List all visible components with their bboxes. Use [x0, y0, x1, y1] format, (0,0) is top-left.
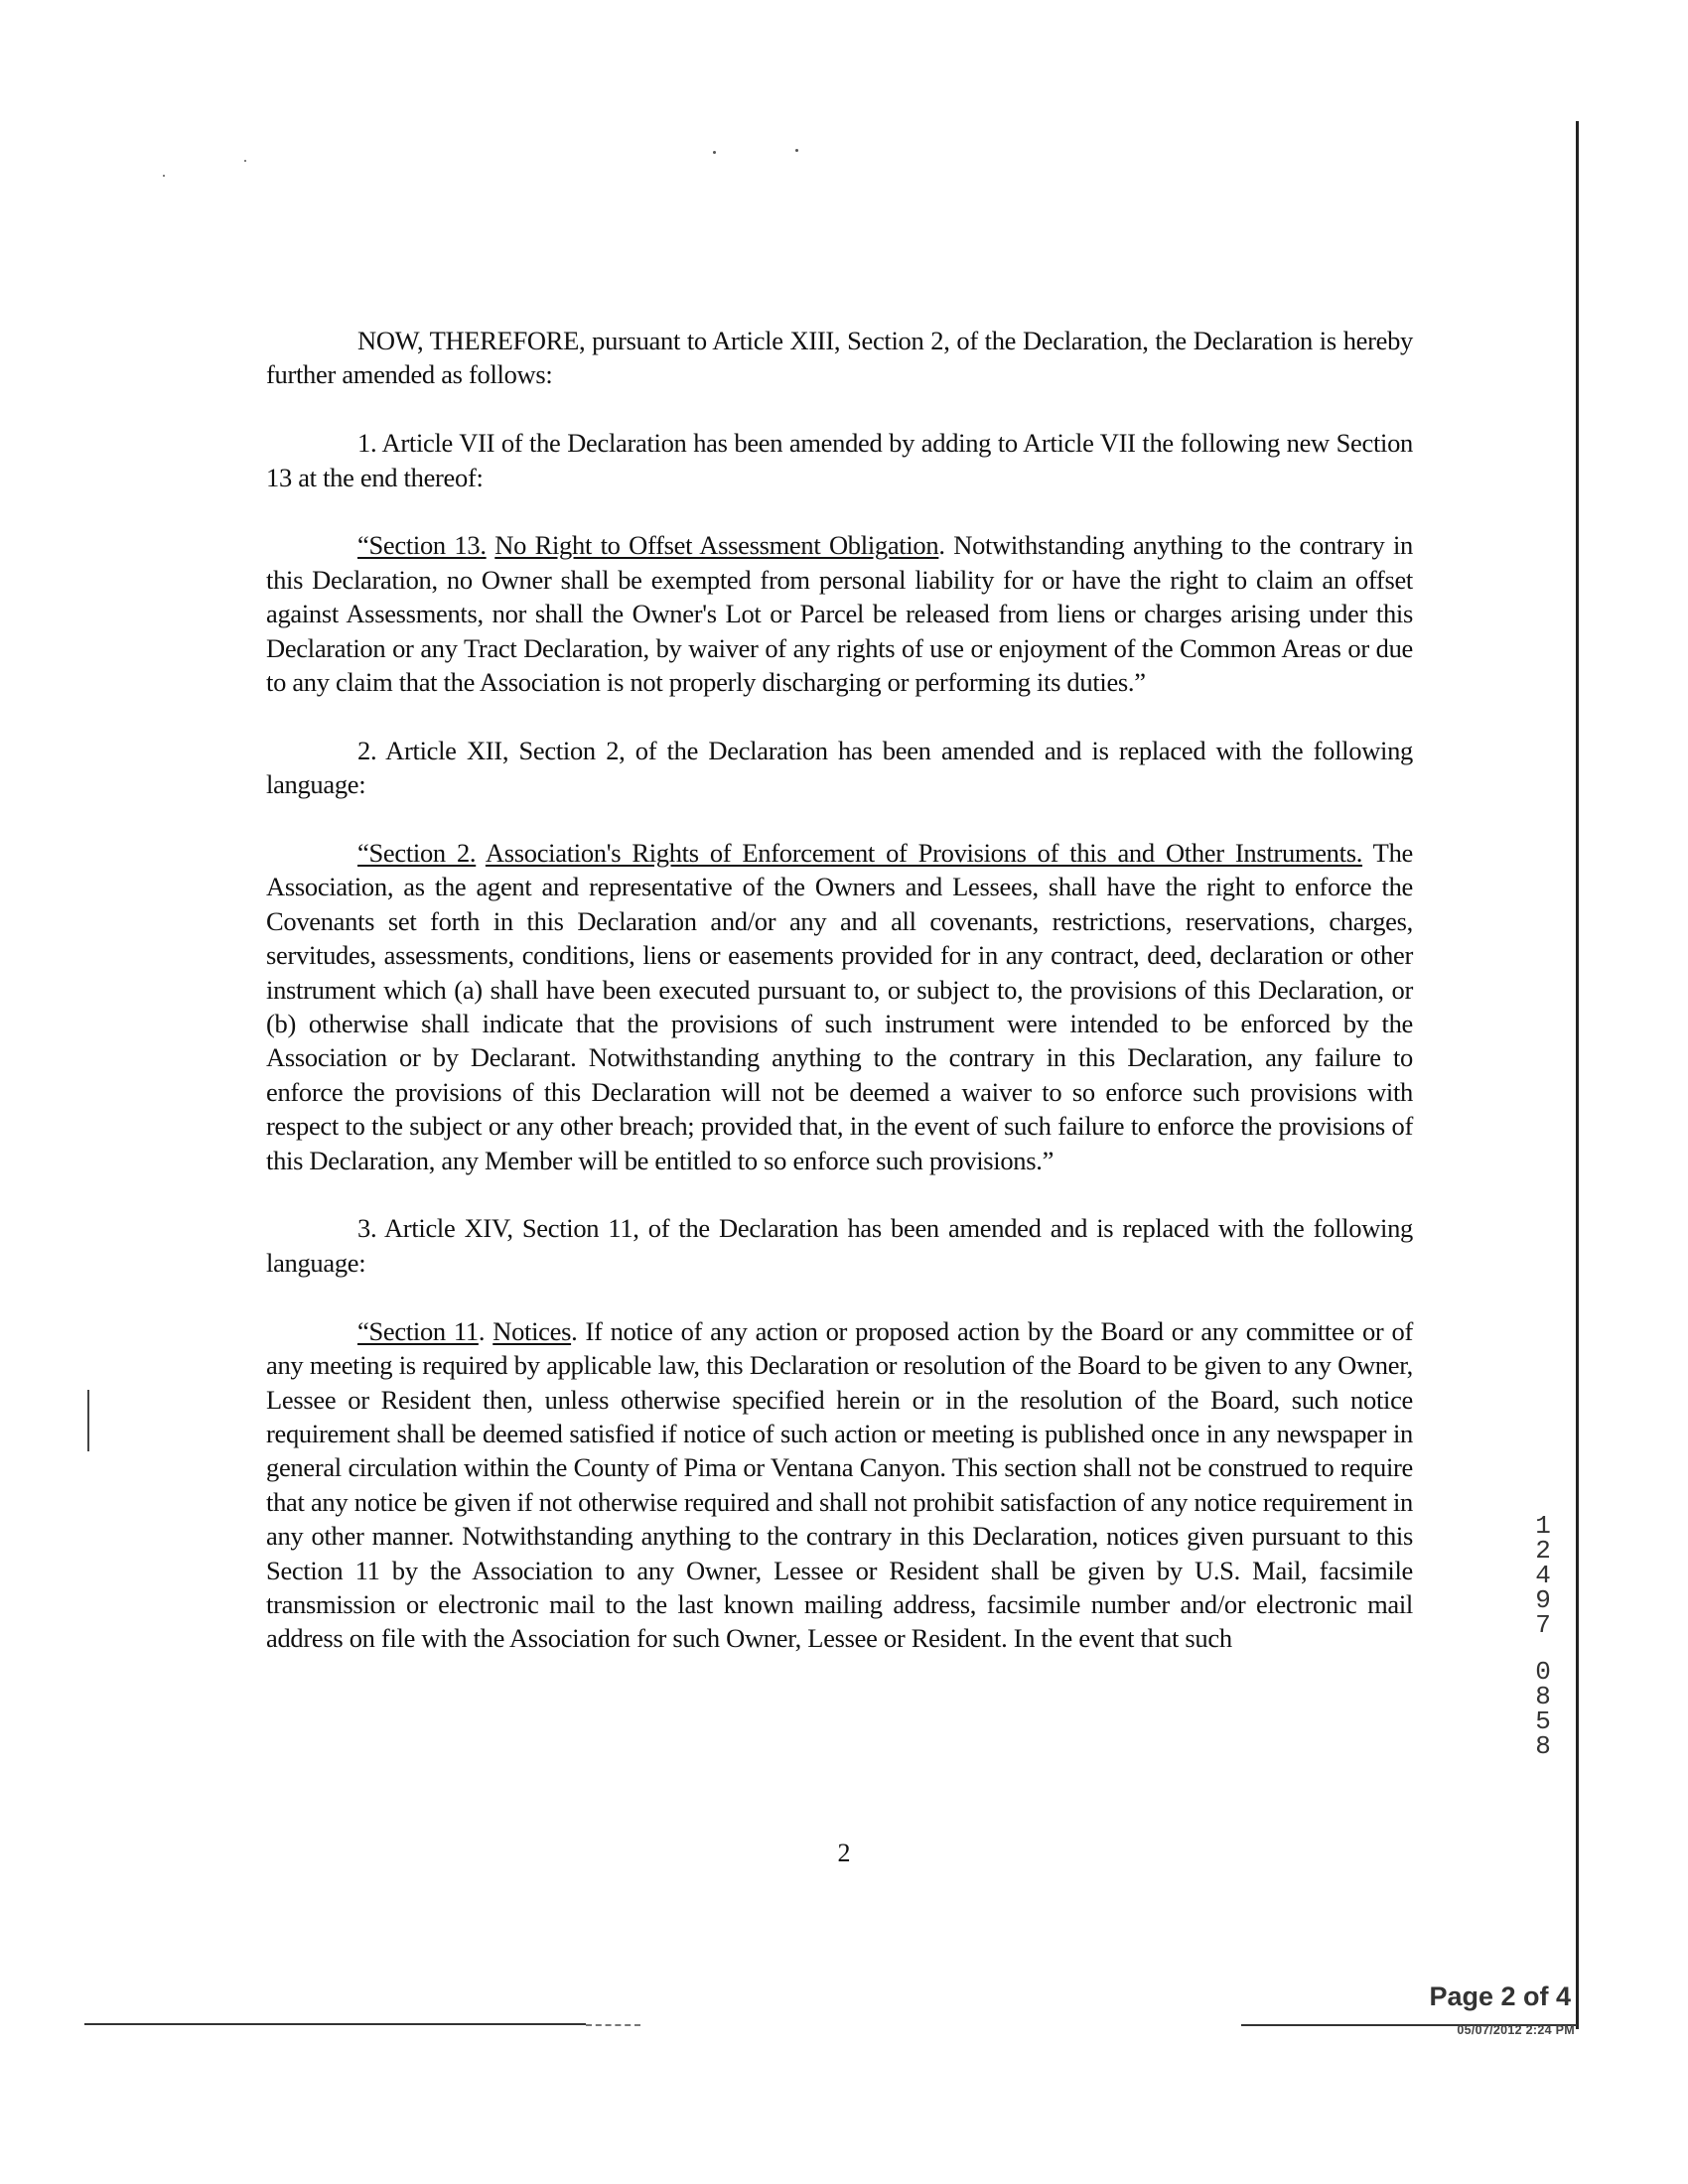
recording-number-stamp [1529, 1511, 1557, 1761]
footer-rule-dashes [586, 2024, 640, 2026]
scan-speck [163, 175, 165, 177]
stamp-digit: 8 [1535, 1731, 1551, 1761]
paragraph [266, 324, 1413, 392]
underlined-heading: No Right to Offset Assessment Obligation [494, 530, 939, 561]
scan-speck [795, 149, 798, 152]
stamp-digit: 5 [1535, 1706, 1551, 1736]
paragraph-text: NOW, THEREFORE, pursuant to Article XIII, Section 2, of the Declaration, the Declaration is hereby further amended as follows: [266, 326, 1413, 390]
document-body [266, 324, 1413, 1690]
scan-speck [713, 151, 716, 154]
page-number: 2 [837, 1839, 851, 1867]
paragraph-text [487, 530, 495, 560]
paragraph-text: The Association, as the agent and representative of the Owners and Lessees, shall have the right to enforce the Covenants set forth in this Declaration and/or any and all covenants, restrictions, reservations, charges, servitudes, assessments, conditions, liens or easements provided for in any contract, deed, declaration or other instrument which (a) shall have been executed pursuant to, or subject to, the provisions of this Declaration, or (b) otherwise shall indicate that the provisions of such instrument were intended to be enforced by the Association or by Declarant. Notwithstanding anything to the contrary in this Declaration, any failure to enforce the provisions of this Declaration will not be deemed a waiver to so enforce such provisions with respect to the subject or any other breach; provided that, in the event of such failure to enforce the provisions of this Declaration, any Member will be entitled to so enforce such provisions.” [266, 838, 1413, 1175]
paragraph-text [476, 838, 486, 868]
paragraph-text: . If notice of any action or proposed action by the Board or any committee or of any meeting is required by applicable law, this Declaration or resolution of the Board to be given to any Owner, Lessee or Resident then, unless otherwise specified herein or in the resolution of the Board, such notice requirement shall be deemed satisfied if notice of such action or meeting is published once in any newspaper in general circulation within the County of Pima or Ventana Canyon. This section shall not be construed to require that any notice be given if not otherwise required and shall not prohibit satisfaction of any notice requirement in any other manner. Notwithstanding anything to the contrary in this Declaration, notices given pursuant to this Section 11 by the Association to any Owner, Lessee or Resident shall be given by U.S. Mail, facsimile transmission or electronic mail to the last known mailing address, facsimile number and/or electronic mail address on file with the Association for such Owner, Lessee or Resident. In the event that such [266, 1315, 1413, 1654]
page-of-label: Page 2 of 4 [1429, 1981, 1571, 2011]
scan-right-border [1576, 121, 1579, 2029]
paragraph [266, 528, 1413, 699]
stamp-page-number [1529, 1657, 1557, 1761]
scan-speck [244, 160, 246, 162]
stamp-digit: 4 [1535, 1561, 1551, 1590]
underlined-heading: “Section 13. [357, 530, 487, 561]
stamp-digit: 8 [1535, 1682, 1551, 1711]
underlined-heading: Association's Rights of Enforcement of Provisions of this and Other Instruments. [485, 838, 1363, 869]
paragraph-text: . [478, 1315, 493, 1346]
stamp-digit: 9 [1535, 1585, 1551, 1615]
paragraph-text: 2. Article XII, Section 2, of the Declaration has been amended and is replaced with the following language: [266, 735, 1413, 800]
underlined-heading: Notices [492, 1315, 572, 1346]
paragraph [266, 1314, 1413, 1656]
stamp-digit: 0 [1535, 1657, 1551, 1687]
scan-left-mark [87, 1390, 89, 1451]
paragraph [266, 426, 1413, 494]
stamp-digit: 1 [1535, 1511, 1551, 1541]
paragraph [266, 1211, 1413, 1280]
paragraph-text: 3. Article XIV, Section 11, of the Declaration has been amended and is replaced with the following language: [266, 1213, 1413, 1278]
footer-rule [84, 2023, 586, 2025]
underlined-heading: “Section 2. [357, 838, 477, 869]
stamp-digit: 7 [1535, 1610, 1551, 1640]
underlined-heading: “Section 11 [357, 1315, 479, 1346]
stamp-digit: 2 [1535, 1536, 1551, 1566]
paragraph [266, 734, 1413, 802]
stamp-docket-number [1529, 1511, 1557, 1640]
paragraph-text: 1. Article VII of the Declaration has been amended by adding to Article VII the following new Section 13 at the end thereof: [266, 428, 1413, 492]
recording-timestamp: 05/07/2012 2:24 PM [1457, 2023, 1575, 2037]
paragraph-text: . Notwithstanding anything to the contrary in this Declaration, no Owner shall be exempted from personal liability for or have the right to claim an offset against Assessments, nor shall the Owner's Lot or Parcel be released from liens or charges arising under this Declaration or any Tract Declaration, by waiver of any rights of use or enjoyment of the Common Areas or due to any claim that the Association is not properly discharging or performing its duties.” [266, 530, 1414, 698]
paragraph [266, 836, 1413, 1177]
